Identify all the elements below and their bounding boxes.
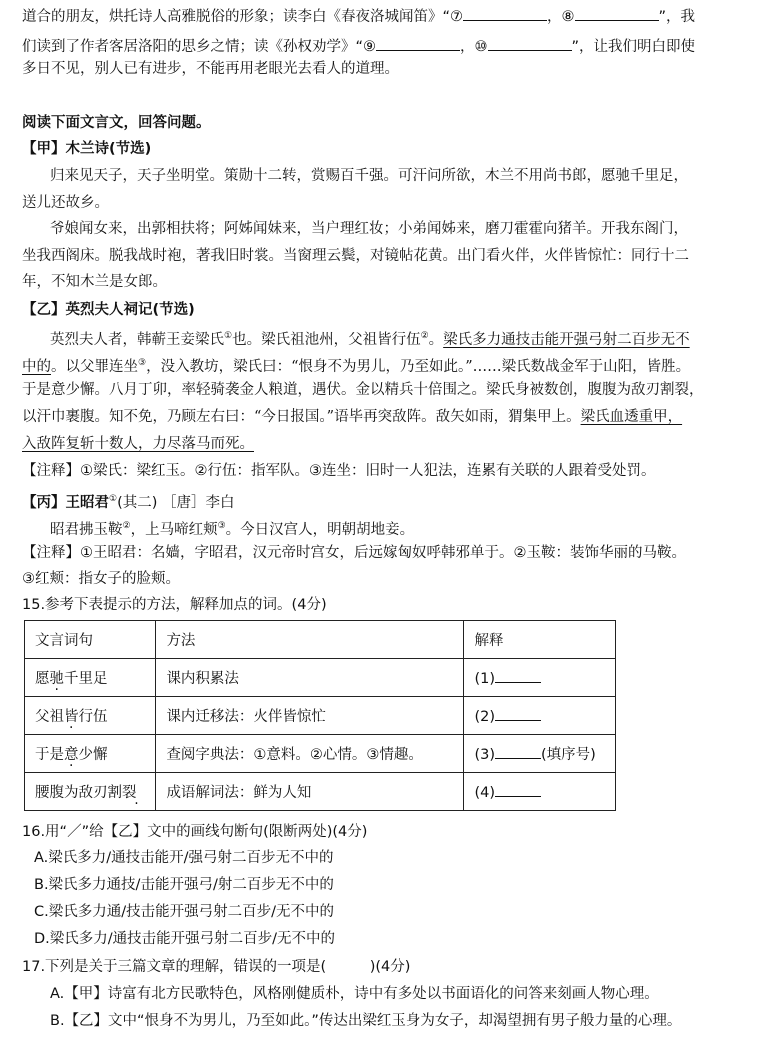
dotted-word: 皆 xyxy=(64,709,79,725)
answer-blank-9[interactable] xyxy=(376,35,460,51)
reading-title: 阅读下面文言文，回答问题。 xyxy=(22,115,211,131)
answer-cell: (2) xyxy=(464,697,616,735)
yi-line-2: 中的。以父罪连坐③，没入教坊，梁氏曰：“恨身不为男儿，乃至如此。”……梁氏数战金军于山阳，皆胜。 xyxy=(22,358,691,375)
yi-note: 【注释】①梁氏：梁红玉。②行伍：指军队。③连坐：旧时一人犯法，连累有关联的人跟着受处罚。 xyxy=(22,463,656,479)
method: 课内积累法 xyxy=(156,659,464,697)
bing-note-2: ③红颊：指女子的脸颊。 xyxy=(22,571,180,587)
jia-title: 【甲】木兰诗(节选) xyxy=(22,141,152,157)
answer-blank[interactable] xyxy=(495,783,541,797)
table-row xyxy=(25,697,616,735)
q15-table xyxy=(24,620,616,811)
intro-line-2: 们读到了作者客居洛阳的思乡之情；读《孙权劝学》“⑨ ，⑩ ”，让我们明白即使 xyxy=(22,35,695,57)
q16-option-a[interactable]: A.梁氏多力/通技击能开/强弓射二百步无不中的 xyxy=(34,850,334,866)
underlined-sentence-part2: 中的 xyxy=(22,358,51,375)
q16-stem: 16.用“／”给【乙】文中的画线句断句(限断两处)(4分) xyxy=(22,824,368,840)
table-header: 方法 xyxy=(156,621,464,659)
q15-stem: 15.参考下表提示的方法，解释加点的词。(4分) xyxy=(22,597,327,613)
yi-line-3: 于是意少懈。八月丁卯，率轻骑袭金人粮道，遇伏。金以精兵十倍围之。梁氏身被数创，腹腹为敌刃割裂， xyxy=(22,382,704,398)
underlined-sentence-part1: 梁氏多力通技击能开强弓射二百步无不 xyxy=(443,331,690,348)
jia-p2-line3: 年，不知木兰是女郎。 xyxy=(22,274,167,290)
table-row xyxy=(25,773,616,811)
word-phrase: 腰腹为敌刃割裂 xyxy=(25,773,156,811)
yi-line-5 xyxy=(22,434,254,454)
method: 课内迁移法：火伴皆惊忙 xyxy=(156,697,464,735)
jia-p2-line2: 坐我西阁床。脱我战时袍，著我旧时裳。当窗理云鬓，对镜帖花黄。出门看火伴，火伴皆惊忙：同行十二 xyxy=(22,248,689,264)
intro-line-3: 多日不见，别人已有进步，不能再用老眼光去看人的道理。 xyxy=(22,61,399,77)
table-header: 解释 xyxy=(464,621,616,659)
bing-poem: 昭君拂玉鞍②，上马啼红颊③。今日汉宫人，明朝胡地妾。 xyxy=(50,521,415,538)
q17-option-b[interactable]: B.【乙】文中“恨身不为男儿，乃至如此。”传达出梁红玉身为女子，却渴望拥有男子般力量的心理。 xyxy=(50,1013,682,1029)
table-header: 文言词句 xyxy=(25,621,156,659)
word-phrase: 父祖皆行伍 xyxy=(25,697,156,735)
jia-p1-line1: 归来见天子，天子坐明堂。策勋十二转，赏赐百千强。可汗问所欲，木兰不用尚书郎，愿驰千里足， xyxy=(50,168,688,184)
bing-note-1: 【注释】①王昭君：名嫱，字昭君，汉元帝时宫女，后远嫁匈奴呼韩邪单于。②玉鞍：装饰华丽的马鞍。 xyxy=(22,545,686,561)
answer-blank-7[interactable] xyxy=(463,5,547,21)
word-phrase: 愿驰千里足 xyxy=(25,659,156,697)
table-header-row xyxy=(25,621,616,659)
bing-title: 【丙】王昭君①(其二) ［唐］李白 xyxy=(22,494,235,511)
q16-option-c[interactable]: C.梁氏多力通/技击能开强弓射二百步/无不中的 xyxy=(34,904,335,920)
q16-option-d[interactable]: D.梁氏多力/通技击能开强弓射二百步/无不中的 xyxy=(34,931,336,947)
answer-blank[interactable] xyxy=(495,707,541,721)
answer-blank[interactable] xyxy=(495,745,541,759)
answer-blank[interactable] xyxy=(495,669,541,683)
yi-line-4: 以汗巾裹腹。知不免，乃顾左右曰：“今日报国。”语毕再突敌阵。敌矢如雨，猬集甲上。梁氏血透重甲， xyxy=(22,409,683,425)
answer-cell: (3) (填序号) xyxy=(464,735,616,773)
q17-stem: 17.下列是关于三篇文章的理解，错误的一项是( )(4分) xyxy=(22,959,411,975)
q17-option-a[interactable]: A.【甲】诗富有北方民歌特色，风格刚健质朴，诗中有多处以书面语化的问答来刻画人物心理。 xyxy=(50,986,659,1002)
table-row xyxy=(25,735,616,773)
yi-line-1: 英烈夫人者，韩蕲王妾梁氏①也。梁氏祖池州，父祖皆行伍②。梁氏多力通技击能开强弓射二百步无不 xyxy=(50,331,690,348)
underlined-sentence-2-part2: 入敌阵复斩十数人，力尽落马而死。 xyxy=(22,436,254,452)
dotted-word: 驰 xyxy=(49,671,64,687)
answer-blank-10[interactable] xyxy=(488,35,572,51)
yi-title: 【乙】英烈夫人祠记(节选) xyxy=(22,302,195,318)
intro-line-1: 道合的朋友，烘托诗人高雅脱俗的形象；读李白《春夜洛城闻笛》“⑦ ，⑧ ”，我 xyxy=(22,5,695,27)
method: 成语解词法：鲜为人知 xyxy=(156,773,464,811)
q16-option-b[interactable]: B.梁氏多力通技/击能开强弓/射二百步无不中的 xyxy=(34,877,334,893)
underlined-sentence-2-part1: 梁氏血透重甲， xyxy=(580,409,683,425)
table-row xyxy=(25,659,616,697)
answer-cell: (1) xyxy=(464,659,616,697)
word-phrase: 于是意少懈 xyxy=(25,735,156,773)
jia-p2-line1: 爷娘闻女来，出郭相扶将；阿姊闻妹来，当户理红妆；小弟闻姊来，磨刀霍霍向猪羊。开我东阁门， xyxy=(50,221,688,237)
answer-cell: (4) xyxy=(464,773,616,811)
method: 查阅字典法：①意料。②心情。③情趣。 xyxy=(156,735,464,773)
jia-p1-line2: 送儿还故乡。 xyxy=(22,195,109,211)
dotted-word: 意 xyxy=(64,747,79,763)
answer-blank-8[interactable] xyxy=(575,5,659,21)
